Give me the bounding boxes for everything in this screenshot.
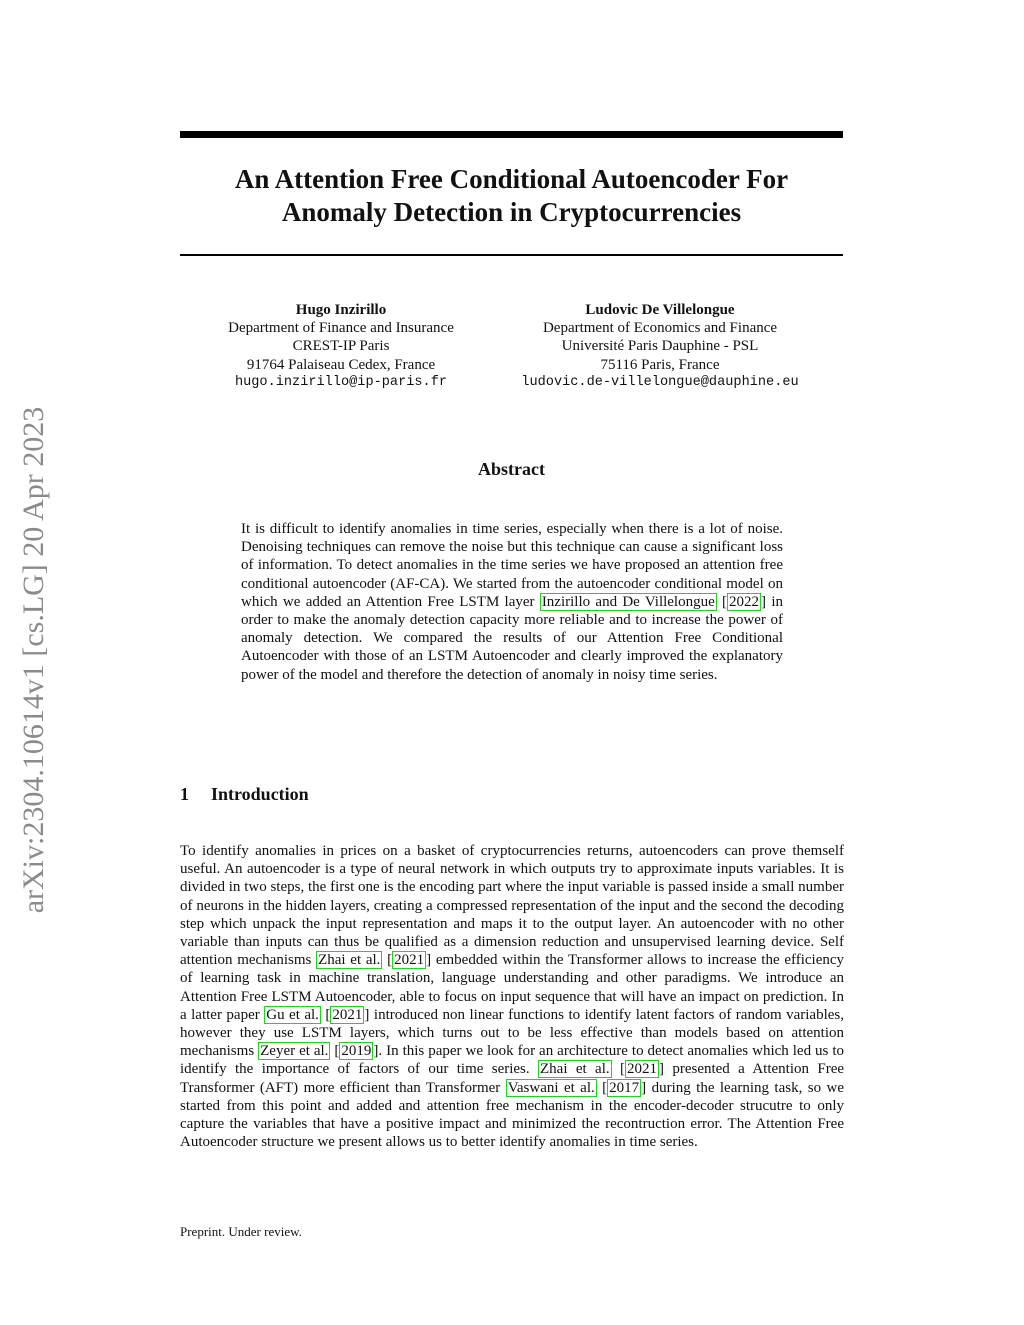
section-number: 1: [180, 784, 189, 804]
paper-title: [180, 163, 843, 229]
abstract-text-1: It is difficult to identify anomalies in time series, especially when there is a lot of noise. Denoising techniques can remove the noise but this technique can cause a significant loss of information. To detect anomalies in the time series we have proposed an attention free conditional autoencoder (AF-CA). We started from the autoencoder conditional model on which we added an Attention Free LSTM layer: [241, 521, 783, 610]
title-line-1: An Attention Free Conditional Autoencoder For: [234, 164, 789, 194]
citation-link[interactable]: Zeyer et al.: [260, 1043, 329, 1060]
author-organization: CREST-IP Paris: [292, 338, 390, 355]
citation-year-link[interactable]: 2019: [341, 1043, 372, 1060]
author-email: ludovic.de-villelongue@dauphine.eu: [521, 374, 799, 390]
citation-year-link[interactable]: 2022: [729, 593, 760, 610]
abstract-body: It is difficult to identify anomalies in time series, especially when there is a lot of noise. Denoising techniques can remove the noise but this technique can cause a significant loss of information. To detect anomalies in the time series we have proposed an attention free conditional autoencoder (AF-CA). We started from the autoencoder conditional model on which we added an Attention Free LSTM layer Inzirillo and De Villelongue [ 2022 ] in order to make the anomaly detection capacity more reliable and to increase the power of anomaly detection. We compared the results of our Attention Free Conditional Autoencoder with those of an LSTM Autoencoder and clearly improved the explanatory power of the model and therefore the detection of anomaly in noisy time series.: [241, 521, 783, 683]
arxiv-stamp: [2, 360, 66, 960]
preprint-footer: Preprint. Under review.: [180, 1224, 302, 1239]
intro-text: . In this paper we look for an architecture to detect anomalies which led us to identify the importance of factors of our time series.: [180, 1043, 845, 1078]
citation-year-link[interactable]: 2021: [332, 1006, 363, 1023]
abstract-text-2: in order to make the anomaly detection capacity more reliable and to increase the power of anomaly detection. We compared the results of our Attention Free Conditional Autoencoder with those of an LSTM Autoencoder and clearly improved the explanatory power of the model and therefore the detection of anomaly in noisy time series.: [241, 593, 783, 683]
citation-year-link[interactable]: 2017: [609, 1079, 640, 1096]
abstract-heading: Abstract: [478, 459, 545, 479]
intro-text: To identify anomalies in prices on a basket of cryptocurrencies returns, autoencoders can prove themself useful. An autoencoder is a type of neural network in which outputs try to approximate inputs variables. It is divided in two steps, the first one is the encoding part where the input variable is passed inside a small number of neurons in the hidden layers, creating a compressed representation of the input and the second the decoding step which unpack the input representation and maps it to the output layer. An autoencoder with no other variable than inputs can thus be qualified as a dimension reduction and unsupervised learning device. Self attention mechanisms: [180, 843, 844, 969]
intro-text: presented a Attention Free Transformer (AFT) more efficient than Transformer: [180, 1061, 845, 1096]
citation-link[interactable]: Zhai et al.: [318, 952, 381, 969]
title-rule-bottom: [180, 254, 843, 256]
author-name: Ludovic De Villelongue: [585, 302, 735, 318]
citation-link[interactable]: Zhai et al.: [540, 1061, 610, 1078]
citation-year-link[interactable]: 2021: [394, 952, 425, 969]
introduction-body: To identify anomalies in prices on a basket of cryptocurrencies returns, autoencoders can prove themself useful. An autoencoder is a type of neural network in which outputs try to approximate inputs variables. It is divided in two steps, the first one is the encoding part where the input variable is passed inside a small number of neurons in the hidden layers, creating a compressed representation of the input and the second the decoding step which unpack the input representation and maps it to the output layer. An autoencoder with no other variable than inputs can thus be qualified as a dimension reduction and unsupervised learning device. Self attention mechanisms Zhai et al. [ 2021 ] embedded within the Transformer allows to increase the efficiency of learning task in machine translation, language understanding and other paradigms. We introduce an Attention Free LSTM Autoencoder, able to focus on input sequence that will have an impact on prediction. In a latter paper Gu et al. [ 2021 ] introduced non linear functions to identify latent factors of random variables, however they use LSTM layers, which turns out to be less effective than models based on attention mechanisms Zeyer et al. [ 2019 ]. In this paper we look for an architecture to detect anomalies which led us to identify the importance of factors of our time series. Zhai et al. [ 2021 ] presented a Attention Free Transformer (AFT) more efficient than Transformer Vaswani et al. [ 2017 ] during the learning task, so we started from this point and added and attention free mechanism in the encoder-decoder strucutre to only capture the variables that have a positive impact and minimized the recontruction error. The Attention Free Autoencoder structure we present allows us to better identify anomalies in time series.: [180, 843, 845, 1151]
author-block-2: [500, 301, 820, 392]
author-address: 75116 Paris, France: [600, 356, 720, 373]
citation-year-link[interactable]: 2021: [626, 1061, 657, 1078]
title-rule-top: [180, 131, 843, 138]
section-title: Introduction: [211, 784, 309, 804]
citation-link[interactable]: Inzirillo and De Villelongue: [541, 593, 715, 610]
author-department: Department of Economics and Finance: [542, 320, 778, 337]
author-organization: Université Paris Dauphine - PSL: [561, 338, 759, 355]
author-department: Department of Finance and Insurance: [228, 320, 454, 337]
intro-text: embedded within the Transformer allows to increase the efficiency of learning task in machine translation, language understanding and other paradigms. We introduce an Attention Free LSTM Autoencoder, able to focus on input sequence that will have an impact on prediction. In a latter paper: [180, 952, 845, 1023]
author-block-1: [200, 301, 482, 392]
author-email: hugo.inzirillo@ip-paris.fr: [234, 374, 448, 390]
title-line-2: Anomaly Detection in Cryptocurrencies: [281, 197, 742, 227]
arxiv-id: arXiv:2304.10614v1 [cs.LG] 20 Apr 2023: [17, 406, 50, 914]
section-heading-introduction: [180, 784, 309, 805]
citation-link[interactable]: Gu et al.: [266, 1006, 319, 1023]
author-name: Hugo Inzirillo: [295, 302, 387, 318]
author-address: 91764 Palaiseau Cedex, France: [246, 356, 436, 373]
citation-link[interactable]: Vaswani et al.: [507, 1079, 595, 1096]
intro-text: during the learning task, so we started from this point and added and attention free mechanism in the encoder-decoder strucutre to only capture the variables that have a positive impact and minimized the recontruction error. The Attention Free Autoencoder structure we present allows us to better identify anomalies in time series.: [180, 1079, 844, 1151]
intro-text: introduced non linear functions to identify latent factors of random variables, however they use LSTM layers, which turns out to be less effective than models based on attention mechanisms: [180, 1006, 845, 1060]
